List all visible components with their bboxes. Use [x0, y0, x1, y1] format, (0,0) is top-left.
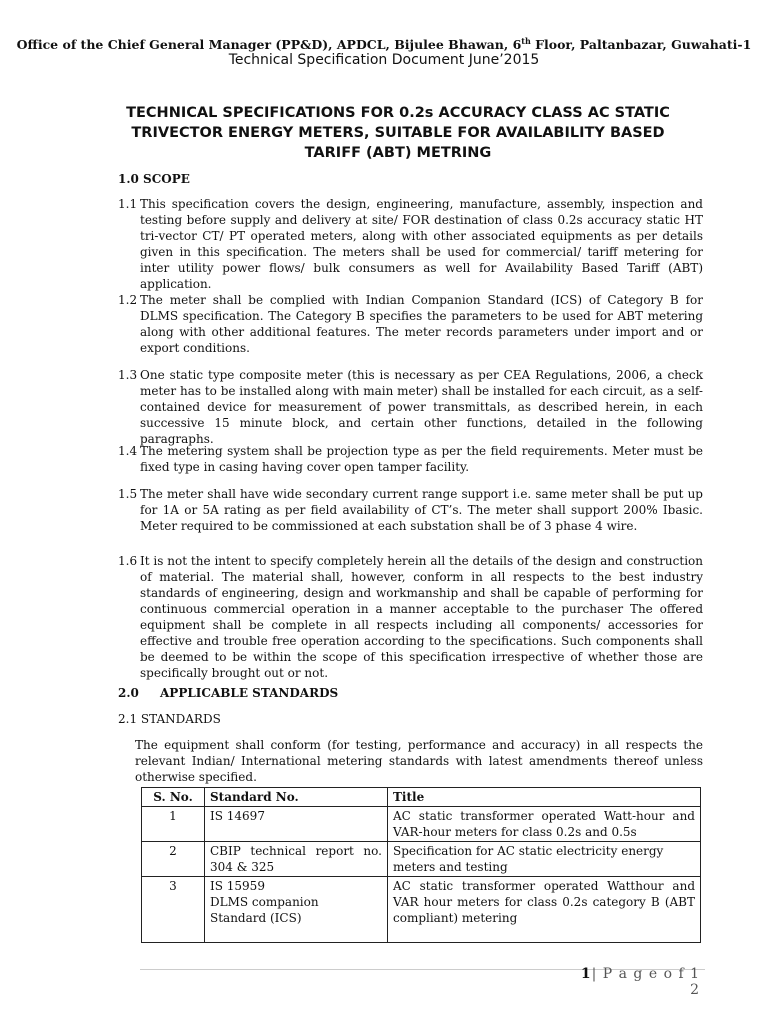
- paragraph-text: The meter shall have wide secondary current range support i.e. same meter shall be put up for 1A or 5A rating as per field availability of CT’s. The meter shall support 200% Ibasic. Meter required to be commissioned at each substation shall be of 3 phase 4 wire.: [140, 487, 703, 533]
- table-header-row: [142, 788, 701, 807]
- cell-sno: 1: [142, 807, 205, 842]
- cell-standard-no: CBIP technical report no. 304 & 325: [205, 842, 388, 877]
- office-line-sup: th: [521, 36, 531, 46]
- paragraph-text: One static type composite meter (this is necessary as per CEA Regulations, 2006, a check meter has to be installed along with main meter) shall be installed for each circuit, as a self-contained device for measurement of power transmittals, as described herein, in each successive 15 minute block, and certain other functions, detailed in the following paragraphs.: [140, 368, 703, 446]
- paragraph-text: It is not the intent to specify completely herein all the details of the design and construction of material. The material shall, however, conform in all respects to the best industry standards of engineering, design and workmanship and shall be capable of performing for continuous commercial operation in a manner acceptable to the purchaser The offered equipment shall be complete in all respects including all components/ accessories for effective and trouble free operation according to the specifications. Such components shall be deemed to be within the scope of this specification irrespective of whether those are specifically brought out or not.: [140, 554, 703, 680]
- paragraph-number: 1.3: [118, 368, 138, 382]
- document-title: TECHNICAL SPECIFICATIONS FOR 0.2s ACCURACY CLASS AC STATIC TRIVECTOR ENERGY METERS, SUITABLE FOR AVAILABILITY BASED TARIFF (ABT) METRING: [126, 105, 670, 161]
- paragraph-number: 1.5: [118, 487, 138, 501]
- header-title: Title: [388, 788, 701, 807]
- standard-line: Standard (ICS): [210, 911, 302, 925]
- paragraph-1-5: [118, 486, 703, 534]
- table-row: [142, 807, 701, 842]
- header-sno: S. No.: [142, 788, 205, 807]
- paragraph-1-2: [118, 292, 703, 356]
- cell-title: AC static transformer operated Watt-hour and VAR-hour meters for class 0.2s and 0.5s: [388, 807, 701, 842]
- cell-sno: 2: [142, 842, 205, 877]
- section-heading-scope: 1.0 SCOPE: [118, 172, 190, 186]
- cell-standard-no: IS 14697: [205, 807, 388, 842]
- table-row: [142, 842, 701, 877]
- standard-line: DLMS companion: [210, 895, 319, 909]
- paragraph-text: The metering system shall be projection type as per the field requirements. Meter must be fixed type in casing having cover open tamper facility.: [140, 444, 703, 474]
- paragraph-number: 1.1: [118, 197, 138, 211]
- office-line-part1: Office of the Chief General Manager (PP&D), APDCL, Bijulee Bhawan, 6: [16, 37, 522, 53]
- standards-intro: The equipment shall conform (for testing, performance and accuracy) in all respects the relevant Indian/ International metering standards with latest amendments thereof unless otherwise specified.: [135, 738, 703, 784]
- page-current: 1: [580, 966, 592, 982]
- standards-table: [141, 787, 701, 943]
- cell-standard-no: [205, 877, 388, 943]
- paragraph-text: This specification covers the design, engineering, manufacture, assembly, inspection and testing before supply and delivery at site/ FOR destination of class 0.2s accuracy static HT tri-vector CT/ PT operated meters, along with other associated equipments as per details given in this specification. The meters shall be used for commercial/ tariff metering for inter utility power flows/ bulk consumers as well for Availability Based Tariff (ABT) application.: [140, 197, 703, 291]
- cell-sno: 3: [142, 877, 205, 943]
- cell-title: AC static transformer operated Watthour and VAR hour meters for class 0.2s category B (ABT compliant) metering: [388, 877, 701, 943]
- document-subheader: Technical Specification Document June’2015: [228, 52, 540, 68]
- paragraph-number: 1.2: [118, 293, 138, 307]
- office-line-part2: Floor, Paltanbazar, Guwahati-1: [530, 37, 752, 53]
- paragraph-text: The meter shall be complied with Indian Companion Standard (ICS) of Category B for DLMS specification. The Category B specifies the parameters to be used for ABT metering along with other additional features. The meter records parameters under import and or export conditions.: [140, 293, 703, 355]
- paragraph-1-6: [118, 553, 703, 681]
- subsection-heading-standards: 2.1 STANDARDS: [118, 712, 221, 726]
- page-label: | P a g e o f 1 2: [591, 966, 700, 998]
- table-row: [142, 877, 701, 943]
- header-standard-no: Standard No.: [205, 788, 388, 807]
- page-number: [580, 966, 700, 998]
- office-header: [0, 36, 768, 52]
- paragraph-1-3: [118, 367, 703, 447]
- paragraph-1-4: [118, 443, 703, 475]
- paragraph-1-1: [118, 196, 703, 292]
- paragraph-number: 1.6: [118, 554, 138, 568]
- standard-line: IS 15959: [210, 879, 265, 893]
- section-heading-standards: APPLICABLE STANDARDS: [160, 686, 339, 700]
- paragraph-number: 1.4: [118, 444, 138, 458]
- section-number-standards: 2.0: [118, 686, 139, 700]
- cell-title: Specification for AC static electricity energy meters and testing: [388, 842, 701, 877]
